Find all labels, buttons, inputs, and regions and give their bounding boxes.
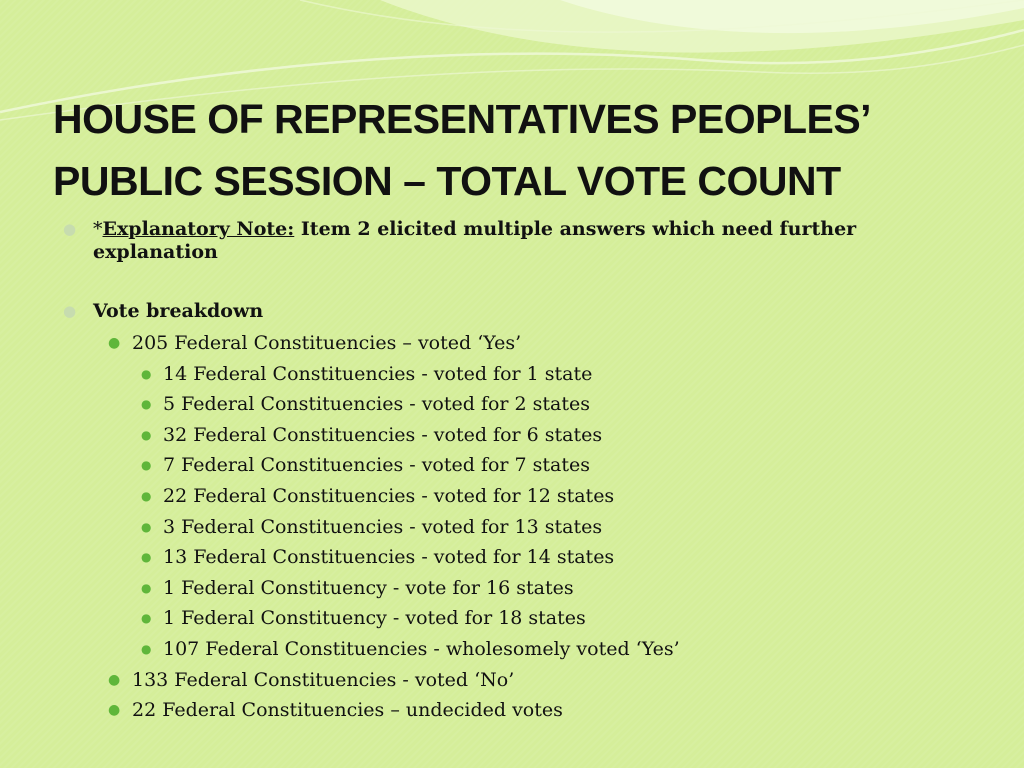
list-item (141, 389, 1024, 420)
bullet-icon: ● (141, 611, 152, 626)
list-item (141, 450, 1024, 481)
list-item-text: 1 Federal Constituency - voted for 18 states (163, 607, 586, 630)
bullet-icon: ● (63, 302, 77, 320)
slide-content (0, 218, 1024, 726)
list-item-text: 32 Federal Constituencies - voted for 6 states (163, 423, 603, 446)
bullet-icon: ● (141, 580, 152, 595)
list-item-text: 22 Federal Constituencies – undecided votes (132, 699, 563, 722)
list-item (141, 542, 1024, 573)
list-item-text: 1 Federal Constituency - vote for 16 states (163, 576, 574, 599)
list-item-undecided (108, 695, 1024, 726)
title-line-1: HOUSE OF REPRESENTATIVES PEOPLES’ (53, 96, 872, 142)
list-item (141, 573, 1024, 604)
list-item-text: 133 Federal Constituencies - voted ‘No’ (132, 668, 515, 691)
list-item-text: 7 Federal Constituencies - voted for 7 states (163, 454, 591, 477)
list-item (141, 603, 1024, 634)
explanatory-note (63, 218, 963, 264)
bullet-icon: ● (63, 220, 77, 238)
note-label: Explanatory Note: (102, 218, 295, 240)
bullet-icon: ● (141, 641, 152, 656)
list-item-no (108, 665, 1024, 696)
vote-breakdown-heading (63, 300, 963, 323)
bullet-icon: ● (108, 702, 121, 719)
list-item-text: 14 Federal Constituencies - voted for 1 state (163, 362, 593, 385)
title-line-2: PUBLIC SESSION – TOTAL VOTE COUNT (53, 158, 841, 204)
spacer (0, 264, 1024, 300)
bullet-icon: ● (141, 519, 152, 534)
slide-title (53, 88, 993, 212)
bullet-icon: ● (108, 671, 121, 688)
list-item (141, 420, 1024, 451)
note-text: Item 2 elicited multiple answers which need further explanation (93, 218, 857, 263)
list-item-text: 22 Federal Constituencies - voted for 12 states (163, 484, 615, 507)
list-item (141, 512, 1024, 543)
list-item (141, 359, 1024, 390)
bullet-icon: ● (141, 550, 152, 565)
list-item-text: 5 Federal Constituencies - voted for 2 states (163, 393, 591, 416)
list-item-text: 205 Federal Constituencies – voted ‘Yes’ (132, 332, 522, 354)
bullet-icon: ● (141, 427, 152, 442)
vote-breakdown-label: Vote breakdown (93, 300, 264, 322)
note-asterisk: * (93, 218, 103, 240)
bullet-icon: ● (141, 488, 152, 503)
bullet-icon: ● (141, 397, 152, 412)
list-item-text: 107 Federal Constituencies - wholesomely voted ‘Yes’ (163, 637, 680, 660)
list-item (141, 634, 1024, 665)
list-item-yes (108, 328, 1024, 359)
list-item-text: 13 Federal Constituencies - voted for 14 states (163, 546, 615, 569)
bullet-icon: ● (141, 366, 152, 381)
bullet-icon: ● (141, 458, 152, 473)
list-item-text: 3 Federal Constituencies - voted for 13 states (163, 515, 603, 538)
list-item (141, 481, 1024, 512)
bullet-icon: ● (108, 335, 121, 351)
